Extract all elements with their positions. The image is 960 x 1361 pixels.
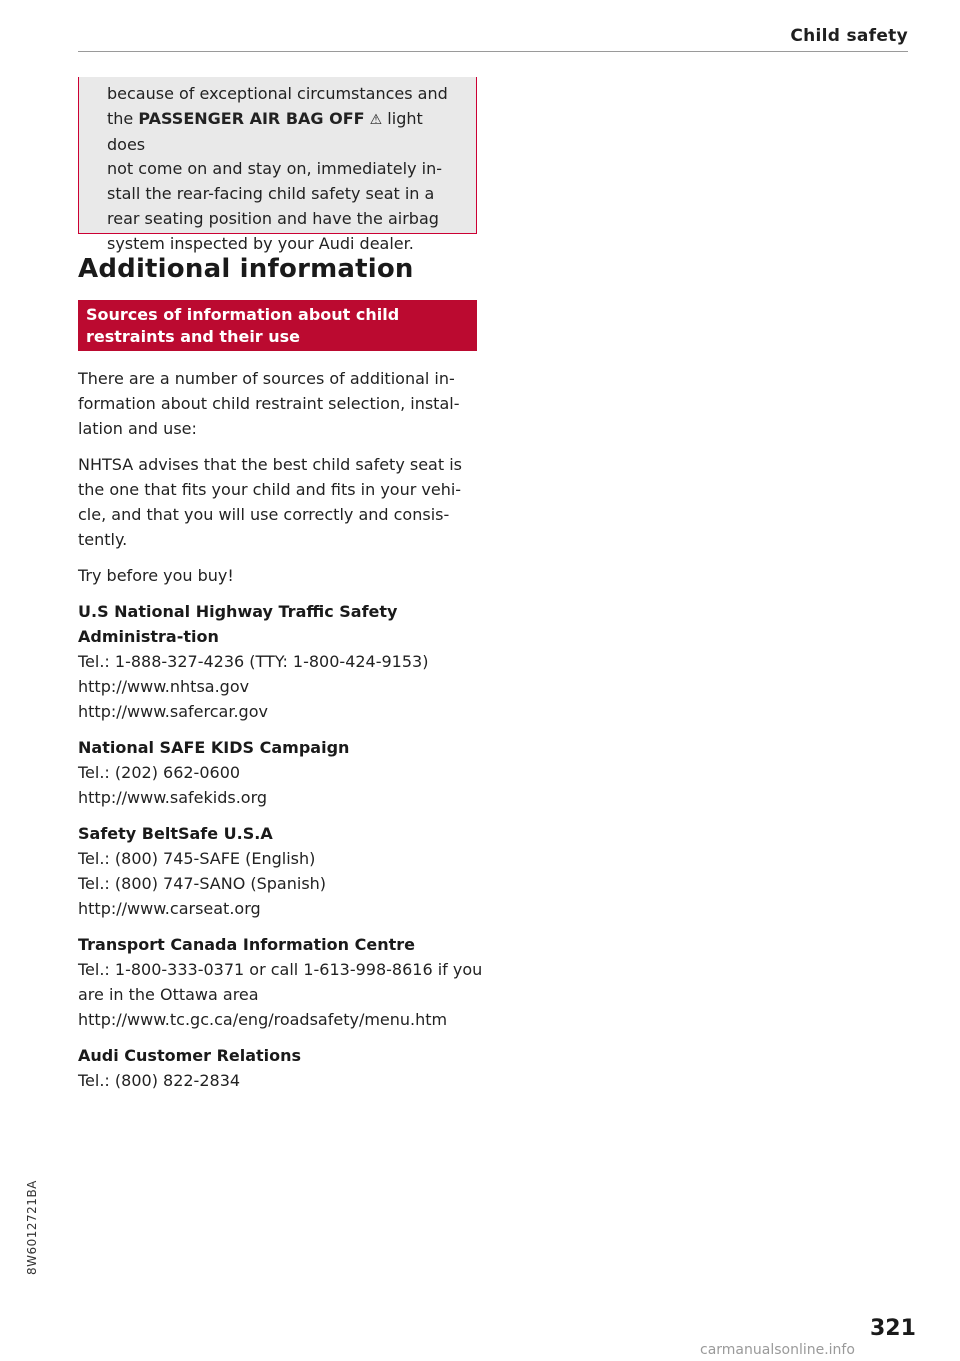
contact-phone: Tel.: (800) 745-SAFE (English)	[78, 849, 316, 868]
warning-text: the	[107, 108, 139, 128]
contact-name: Audi Customer Relations	[78, 1046, 302, 1065]
warning-line: system inspected by your Audi dealer.	[107, 233, 414, 253]
warning-line: not come on and stay on, immediately in-	[107, 159, 443, 179]
page-number: 321	[870, 1316, 916, 1341]
contact-beltsafe	[78, 821, 488, 921]
passenger-airbag-off-label: PASSENGER AIR BAG OFF	[138, 108, 365, 128]
warning-box	[78, 77, 477, 253]
contact-nhtsa	[78, 599, 488, 724]
warning-text: light does	[107, 108, 423, 154]
contact-phone: Tel.: (800) 747-SANO (Spanish)	[78, 874, 327, 893]
paragraph: NHTSA advises that the best child safety seat is the one that fits your child and fits in your vehi-cle, and that you will use correctly and consis-tently.	[78, 455, 462, 549]
paragraph: There are a number of sources of additional in-formation about child restraint selection, instal-lation and use:	[78, 369, 460, 438]
sources-subheading: Sources of information about child restraints and their use	[78, 300, 477, 351]
contact-link[interactable]: http://www.tc.gc.ca/eng/roadsafety/menu.htm	[78, 1010, 448, 1029]
warning-line: because of exceptional circumstances and	[107, 84, 448, 103]
warning-line	[107, 107, 464, 158]
paragraph: Try before you buy!	[78, 566, 234, 585]
contact-safe-kids	[78, 735, 488, 810]
contact-link[interactable]: http://www.carseat.org	[78, 899, 261, 918]
airbag-off-indicator-icon: ⚠︎	[369, 111, 383, 128]
document-code: 8W6012721BA	[25, 1180, 39, 1275]
section-title: Child safety	[790, 26, 908, 46]
contact-transport-canada	[78, 932, 488, 1032]
contact-link[interactable]: http://www.nhtsa.gov	[78, 677, 250, 696]
watermark: carmanualsonline.info	[700, 1342, 855, 1358]
contact-name: National SAFE KIDS Campaign	[78, 738, 350, 757]
additional-information-heading: Additional information	[78, 254, 414, 284]
warning-line: stall the rear-facing child safety seat in a	[107, 184, 435, 204]
contact-name: U.S National Highway Traffic Safety Administra-tion	[78, 602, 398, 646]
warning-line: rear seating position and have the airbag	[107, 208, 439, 228]
contact-phone: Tel.: (202) 662-0600	[78, 763, 241, 782]
contact-name: Safety BeltSafe U.S.A	[78, 824, 273, 843]
header-rule	[78, 51, 908, 52]
contact-phone: Tel.: 1-800-333-0371 or call 1-613-998-8616 if you are in the Ottawa area	[78, 960, 483, 1004]
contact-link[interactable]: http://www.safekids.org	[78, 788, 268, 807]
main-content	[78, 366, 488, 1104]
contact-phone: Tel.: 1-888-327-4236 (TTY: 1-800-424-9153)	[78, 652, 429, 671]
contact-name: Transport Canada Information Centre	[78, 935, 415, 954]
contact-link[interactable]: http://www.safercar.gov	[78, 702, 268, 721]
contact-phone: Tel.: (800) 822-2834	[78, 1071, 241, 1090]
contact-audi	[78, 1043, 488, 1093]
